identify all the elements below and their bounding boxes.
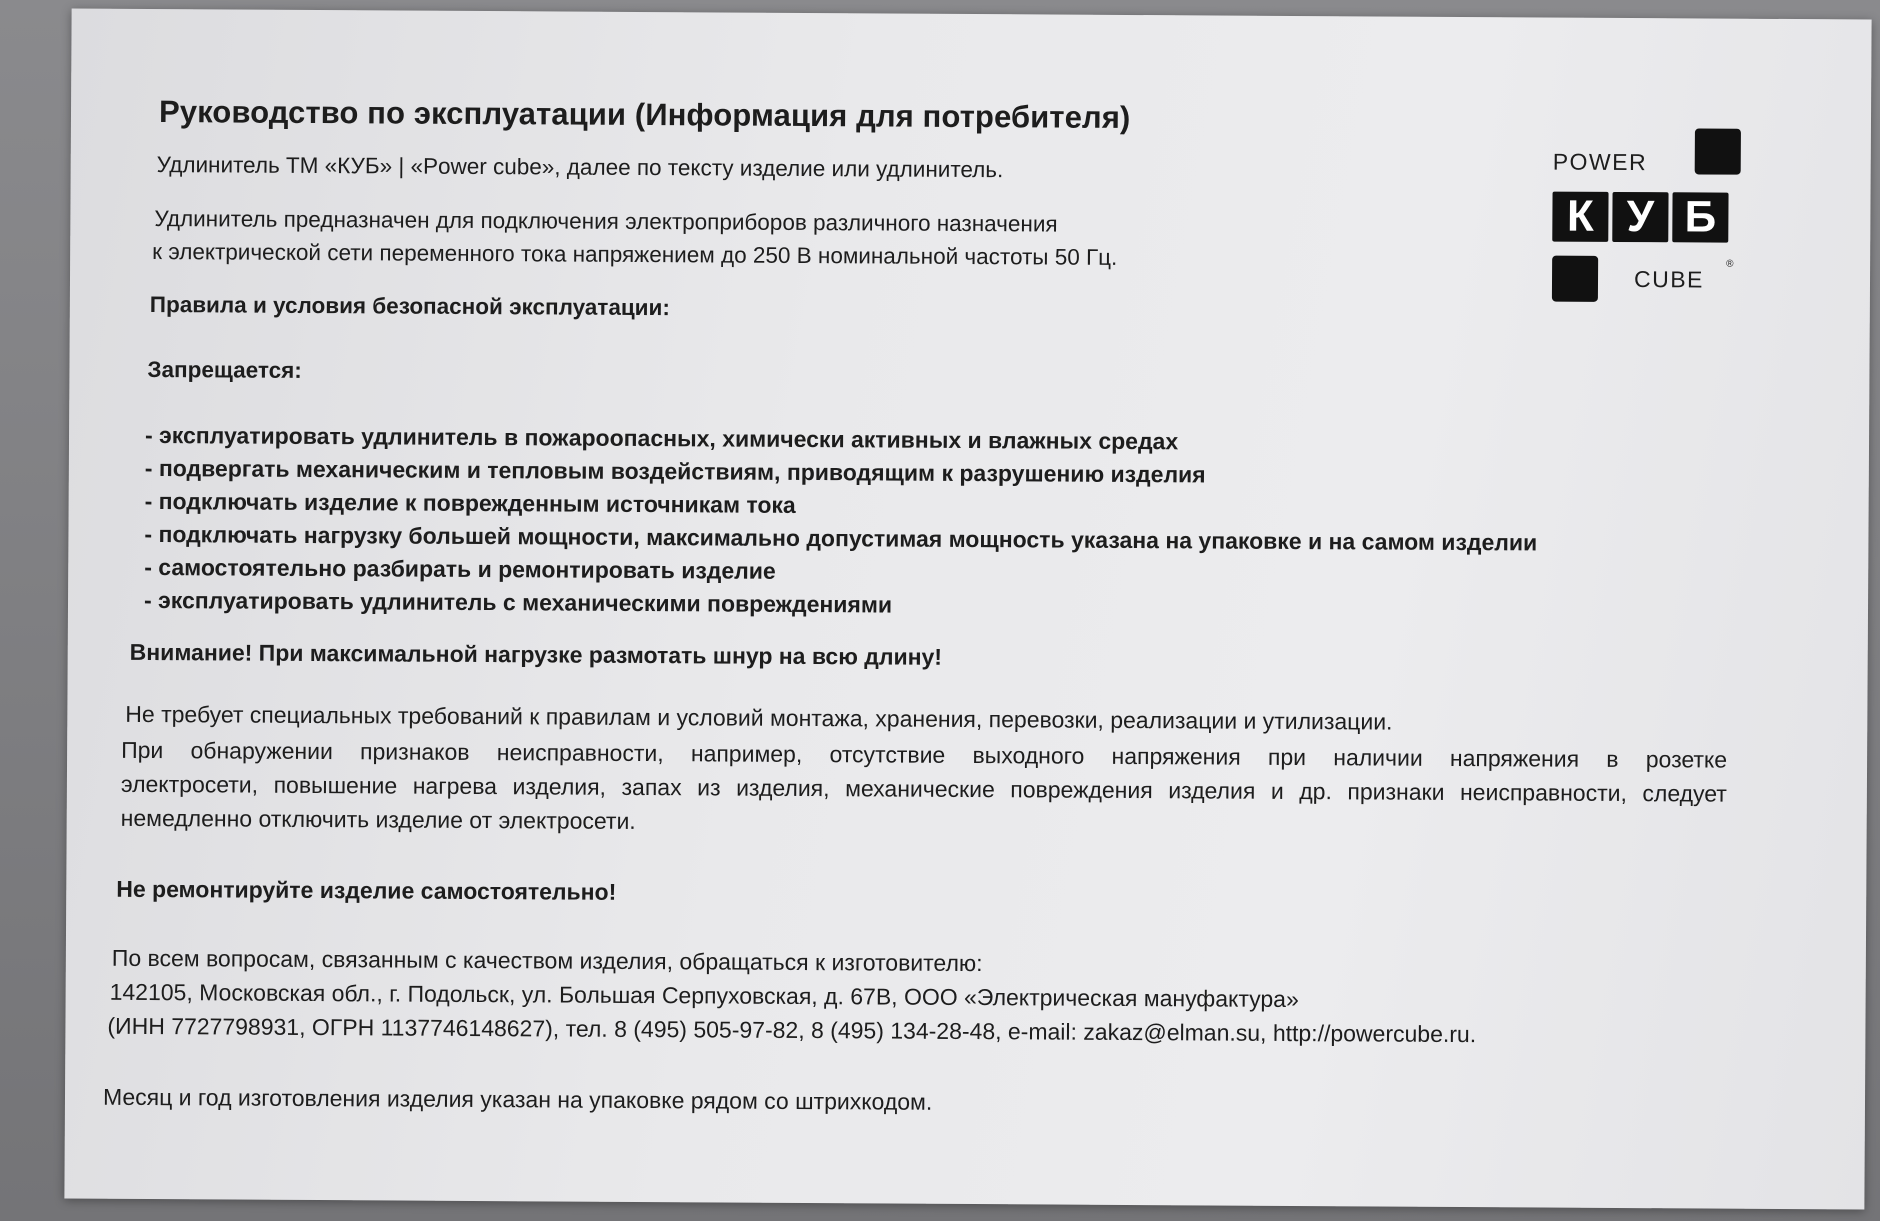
logo-letter-k: К (1552, 192, 1608, 242)
logo-letter-b: Б (1672, 192, 1728, 242)
list-item: - эксплуатировать удлинитель в пожароопасных, химически активных и влажных средах (144, 421, 1179, 455)
list-item: - подвергать механическим и тепловым воздействиям, приводящим к разрушению изделия (144, 454, 1206, 488)
registered-mark: ® (1726, 258, 1734, 270)
fault-line-3: немедленно отключить изделие от электросети. (120, 804, 636, 834)
page-title: Руководство по эксплуатации (Информация для потребителя) (158, 94, 1131, 135)
power-cube-logo (1552, 128, 1743, 299)
list-item: - подключать нагрузку большей мощности, максимально допустимая мощность указана на упаковке и на самом изделии (144, 520, 1538, 556)
product-subtitle: Удлинитель ТМ «КУБ» | «Power cube», далее по тексту изделие или удлинитель. (156, 152, 1004, 183)
logo-letter-u: У (1612, 192, 1668, 242)
fault-line-1: При обнаружении признаков неисправности, например, отсутствие выходного напряжения при наличии напряжения в розетке (121, 736, 1728, 773)
instruction-card (64, 9, 1871, 1210)
manufacture-date-note: Месяц и год изготовления изделия указан на упаковке рядом со штрихкодом. (102, 1083, 933, 1115)
contact-address: 142105, Московская обл., г. Подольск, ул. Большая Серпуховская, д. 67В, ООО «Электрическая мануфактура» (109, 978, 1299, 1013)
purpose-line-1: Удлинитель предназначен для подключения электроприборов различного назначения (154, 206, 1058, 237)
fault-paragraph (121, 733, 1728, 845)
fault-line-2: электросети, повышение нагрева изделия, запах из изделия, механические повреждения изделия и др. признаки неисправности, следует (120, 770, 1727, 807)
purpose-line-2: к электрической сети переменного тока напряжением до 250 В номинальной частоты 50 Гц. (152, 239, 1118, 270)
contact-line-1: По всем вопросам, связанным с качеством изделия, обращаться к изготовителю: (111, 944, 983, 977)
logo-letters (1552, 192, 1728, 243)
list-item: - эксплуатировать удлинитель с механическими повреждениями (143, 586, 893, 618)
forbidden-list (144, 419, 1538, 626)
rules-heading: Правила и условия безопасной эксплуатации: (149, 291, 670, 321)
forbidden-heading: Запрещается: (147, 356, 302, 383)
list-item: - самостоятельно разбирать и ремонтировать изделие (144, 553, 776, 584)
logo-power-word: POWER (1552, 148, 1648, 176)
storage-note: Не требует специальных требований к правилам и условий монтажа, хранения, перевозки, реализации и утилизации. (125, 700, 1393, 735)
no-repair-warning: Не ремонтируйте изделие самостоятельно! (116, 875, 617, 905)
logo-cube-word: CUBE (1633, 266, 1705, 293)
contact-details: (ИНН 7727798931, ОГРН 1137746148627), тел. 8 (495) 505-97-82, 8 (495) 134-28-48, e-mail: zakaz@elman.su, http://powercube.ru. (107, 1012, 1477, 1048)
warning-text: Внимание! При максимальной нагрузке размотать шнур на всю длину! (129, 638, 943, 670)
list-item: - подключать изделие к поврежденным источникам тока (144, 487, 796, 518)
logo-square-bottom (1552, 256, 1598, 302)
logo-square-top (1695, 128, 1741, 174)
